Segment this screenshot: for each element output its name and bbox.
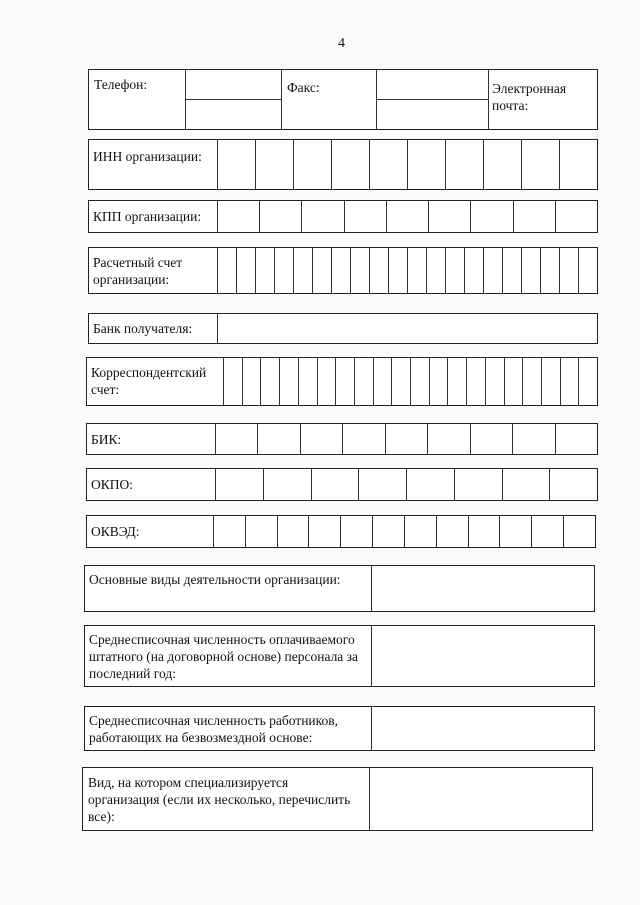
corr-cell[interactable]: [298, 358, 317, 405]
kpp-cell[interactable]: [470, 201, 512, 232]
account-label: Расчетный счет организации:: [93, 255, 183, 287]
corr-cell[interactable]: [466, 358, 485, 405]
bik-cells[interactable]: [215, 424, 597, 454]
inn-cell[interactable]: [331, 140, 369, 189]
okpo-cell[interactable]: [263, 469, 311, 500]
activities-block: [84, 565, 595, 612]
account-cells[interactable]: [217, 248, 597, 293]
okpo-label: ОКПО:: [91, 477, 134, 492]
inn-cell[interactable]: [559, 140, 597, 189]
contacts-block: [88, 69, 598, 130]
bank-field[interactable]: [217, 314, 597, 343]
bik-cell[interactable]: [385, 424, 427, 454]
corr-cell[interactable]: [485, 358, 504, 405]
corr-cell[interactable]: [522, 358, 541, 405]
corr-label: Корреспондентский счет:: [91, 365, 207, 397]
corr-cell[interactable]: [504, 358, 523, 405]
bik-cell[interactable]: [555, 424, 597, 454]
activities-label: Основные виды деятельности организации:: [89, 572, 341, 587]
headcount-paid-block: [84, 625, 595, 687]
bik-cell[interactable]: [300, 424, 342, 454]
corr-cell[interactable]: [391, 358, 410, 405]
okpo-cell[interactable]: [454, 469, 502, 500]
okved-cells[interactable]: [213, 516, 595, 547]
corr-cell[interactable]: [279, 358, 298, 405]
specialization-label: Вид, на котором специализируется организация (если их несколько, перечислить все):: [88, 775, 351, 824]
kpp-cell[interactable]: [259, 201, 301, 232]
okpo-cell[interactable]: [311, 469, 359, 500]
account-cell[interactable]: [331, 248, 350, 293]
okved-cell[interactable]: [468, 516, 500, 547]
bik-cell[interactable]: [427, 424, 469, 454]
account-cell[interactable]: [255, 248, 274, 293]
activities-field[interactable]: [371, 566, 594, 611]
account-cell[interactable]: [350, 248, 369, 293]
account-cell[interactable]: [540, 248, 559, 293]
account-block: [88, 247, 598, 294]
okved-cell[interactable]: [531, 516, 563, 547]
account-cell[interactable]: [217, 248, 236, 293]
kpp-label: КПП организации:: [93, 209, 202, 224]
okpo-cells[interactable]: [215, 469, 597, 500]
headcount-paid-field[interactable]: [371, 626, 594, 686]
inn-cells[interactable]: [217, 140, 597, 189]
corr-cell[interactable]: [242, 358, 261, 405]
okved-cell[interactable]: [404, 516, 436, 547]
account-cell[interactable]: [445, 248, 464, 293]
inn-block: [88, 139, 598, 190]
bank-block: [88, 313, 598, 344]
account-cell[interactable]: [426, 248, 445, 293]
corr-cell[interactable]: [447, 358, 466, 405]
kpp-cell[interactable]: [513, 201, 555, 232]
bik-cell[interactable]: [512, 424, 554, 454]
corr-cell[interactable]: [354, 358, 373, 405]
inn-cell[interactable]: [445, 140, 483, 189]
account-cell[interactable]: [388, 248, 407, 293]
okved-label: ОКВЭД:: [91, 524, 140, 539]
inn-label: ИНН организации:: [93, 149, 202, 164]
okpo-cell[interactable]: [549, 469, 597, 500]
bik-cell[interactable]: [342, 424, 384, 454]
corr-cell[interactable]: [317, 358, 336, 405]
page-number: 4: [338, 36, 345, 51]
kpp-cells[interactable]: [217, 201, 597, 232]
inn-cell[interactable]: [369, 140, 407, 189]
bank-label: Банк получателя:: [93, 321, 193, 336]
fax-label: Факс:: [287, 80, 320, 95]
bik-label: БИК:: [91, 432, 122, 447]
corr-cell[interactable]: [373, 358, 392, 405]
headcount-free-field[interactable]: [371, 707, 594, 750]
okved-cell[interactable]: [277, 516, 309, 547]
corr-cell[interactable]: [541, 358, 560, 405]
account-cell[interactable]: [559, 248, 578, 293]
bik-block: [86, 423, 598, 455]
headcount-free-block: [84, 706, 595, 751]
kpp-cell[interactable]: [301, 201, 343, 232]
phone-label: Телефон:: [94, 77, 148, 92]
specialization-field[interactable]: [369, 768, 592, 830]
account-cell[interactable]: [407, 248, 426, 293]
kpp-cell[interactable]: [555, 201, 597, 232]
okved-cell[interactable]: [308, 516, 340, 547]
account-cell[interactable]: [521, 248, 540, 293]
kpp-cell[interactable]: [344, 201, 386, 232]
corr-cell[interactable]: [223, 358, 242, 405]
account-cell[interactable]: [274, 248, 293, 293]
account-cell[interactable]: [464, 248, 483, 293]
okved-block: [86, 515, 596, 548]
kpp-cell[interactable]: [217, 201, 259, 232]
inn-cell[interactable]: [255, 140, 293, 189]
inn-cell[interactable]: [483, 140, 521, 189]
account-cell[interactable]: [578, 248, 597, 293]
okved-cell[interactable]: [372, 516, 404, 547]
phone-field-1[interactable]: [186, 70, 281, 99]
account-cell[interactable]: [312, 248, 331, 293]
account-cell[interactable]: [483, 248, 502, 293]
fax-field-2[interactable]: [377, 100, 488, 129]
okved-cell[interactable]: [436, 516, 468, 547]
okpo-cell[interactable]: [358, 469, 406, 500]
okpo-cell[interactable]: [406, 469, 454, 500]
corr-cell[interactable]: [560, 358, 579, 405]
fax-field-1[interactable]: [377, 70, 488, 99]
corr-cell[interactable]: [578, 358, 597, 405]
okved-cell[interactable]: [563, 516, 595, 547]
headcount-free-label: Среднесписочная численность работников, работающих на безвозмездной основе:: [89, 713, 339, 745]
inn-cell[interactable]: [293, 140, 331, 189]
email-label: Электронная почта:: [492, 81, 567, 113]
phone-field-2[interactable]: [186, 100, 281, 129]
inn-cell[interactable]: [217, 140, 255, 189]
okpo-cell[interactable]: [502, 469, 550, 500]
okved-cell[interactable]: [245, 516, 277, 547]
inn-cell[interactable]: [521, 140, 559, 189]
corr-cell[interactable]: [429, 358, 448, 405]
account-cell[interactable]: [502, 248, 521, 293]
inn-cell[interactable]: [407, 140, 445, 189]
corr-cells[interactable]: [223, 358, 597, 405]
headcount-paid-label: Среднесписочная численность оплачиваемого штатного (на договорной основе) персонала за последний год:: [89, 632, 358, 681]
corr-cell[interactable]: [410, 358, 429, 405]
bik-cell[interactable]: [257, 424, 299, 454]
bik-cell[interactable]: [215, 424, 257, 454]
kpp-cell[interactable]: [386, 201, 428, 232]
okpo-cell[interactable]: [215, 469, 263, 500]
corr-block: [86, 357, 598, 406]
corr-cell[interactable]: [260, 358, 279, 405]
okved-cell[interactable]: [213, 516, 245, 547]
okved-cell[interactable]: [499, 516, 531, 547]
bik-cell[interactable]: [470, 424, 512, 454]
specialization-block: [82, 767, 593, 831]
kpp-cell[interactable]: [428, 201, 470, 232]
okpo-block: [86, 468, 598, 501]
account-cell[interactable]: [236, 248, 255, 293]
kpp-block: [88, 200, 598, 233]
okved-cell[interactable]: [340, 516, 372, 547]
account-cell[interactable]: [293, 248, 312, 293]
corr-cell[interactable]: [335, 358, 354, 405]
account-cell[interactable]: [369, 248, 388, 293]
